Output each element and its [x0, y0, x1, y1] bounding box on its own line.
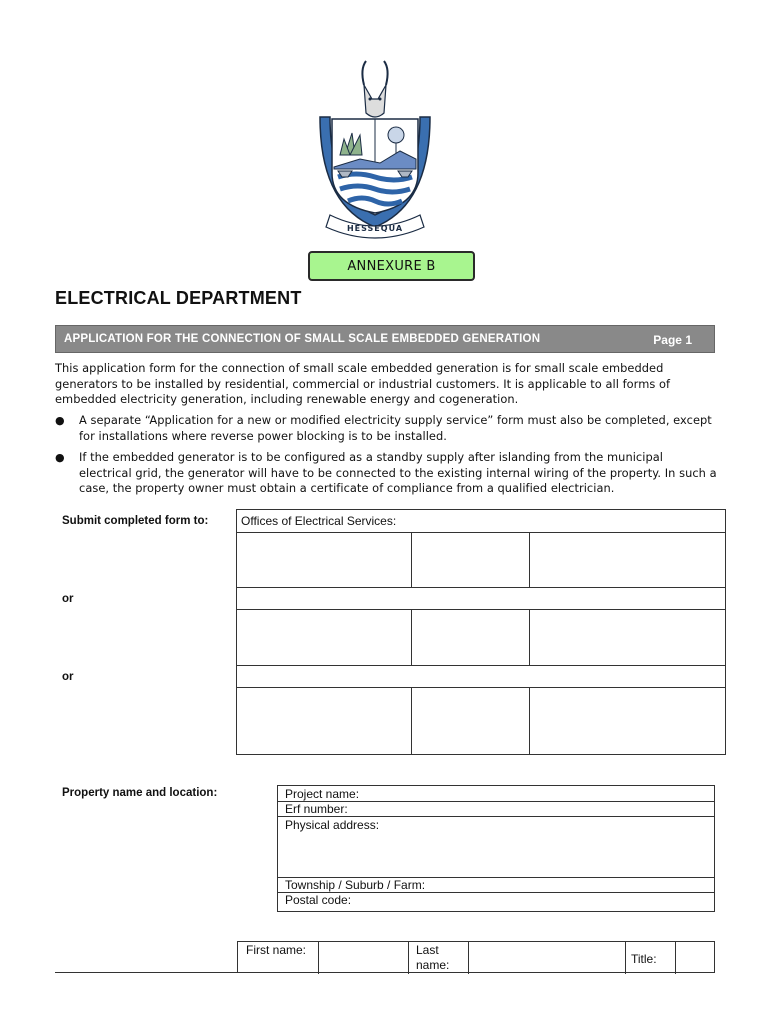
- intro-paragraph: This application form for the connection of small scale embedded generation is for small scale embedded generators to be installed by residential, commercial or industrial customers. It is applicable to all forms of embedded electricity generation, including renewable energy and cogeneration.: [55, 361, 671, 407]
- divider: [55, 972, 715, 973]
- last-name-input[interactable]: [469, 942, 624, 973]
- department-title: ELECTRICAL DEPARTMENT: [55, 288, 302, 308]
- page-number: Page 1: [653, 333, 692, 347]
- last-name-label: Last name:: [416, 943, 450, 972]
- title-label: Title:: [631, 952, 657, 966]
- postal-code-field[interactable]: Postal code:: [285, 893, 352, 907]
- office-name-field[interactable]: [237, 666, 725, 686]
- bullet-icon: ●: [55, 414, 65, 427]
- office-address-cell[interactable]: [238, 688, 410, 754]
- office-phone-cell[interactable]: [412, 533, 528, 586]
- erf-number-field[interactable]: Erf number:: [285, 802, 348, 816]
- form-title: APPLICATION FOR THE CONNECTION OF SMALL SCALE EMBEDDED GENERATION: [64, 333, 541, 345]
- physical-address-field[interactable]: Physical address:: [285, 818, 380, 832]
- office-contact-cell[interactable]: [530, 688, 724, 754]
- office-name-field[interactable]: [237, 588, 725, 608]
- bullet-item: [55, 450, 720, 500]
- office-contact-cell[interactable]: [530, 533, 724, 586]
- property-label: Property name and location:: [62, 787, 218, 799]
- title-input[interactable]: [676, 942, 714, 973]
- or-label: or: [62, 593, 74, 605]
- first-name-label: First name:: [246, 943, 307, 957]
- applicant-name-row: [237, 941, 715, 973]
- office-phone-cell[interactable]: [412, 688, 528, 754]
- bullet-text: A separate “Application for a new or modified electricity supply service” form must also be completed, except for installations where reverse power blocking is to be installed.: [79, 413, 712, 443]
- hessequa-crest-logo: [300, 55, 450, 245]
- form-header-bar: [55, 325, 715, 353]
- bullet-text: If the embedded generator is to be configured as a standby supply after islanding from the municipal electrical grid, the generator will have to be connected to the existing internal wiring of the property. In such a case, the property owner must obtain a certificate of compliance from a qualified electrician.: [79, 450, 717, 496]
- offices-label: Offices of Electrical Services:: [241, 514, 397, 528]
- first-name-input[interactable]: [319, 942, 407, 973]
- or-label: or: [62, 671, 74, 683]
- office-address-cell[interactable]: [238, 533, 410, 586]
- bullet-icon: ●: [55, 451, 65, 464]
- submit-label: Submit completed form to:: [62, 515, 209, 527]
- submit-address-table: [236, 509, 726, 755]
- property-table: [277, 785, 715, 912]
- bullet-item: [55, 413, 720, 447]
- annexure-badge: ANNEXURE B: [308, 251, 475, 281]
- township-field[interactable]: Township / Suburb / Farm:: [285, 878, 426, 892]
- office-address-cell[interactable]: [238, 610, 410, 664]
- office-phone-cell[interactable]: [412, 610, 528, 664]
- office-contact-cell[interactable]: [530, 610, 724, 664]
- crest-banner-text: HESSEQUA: [346, 224, 404, 233]
- project-name-field[interactable]: Project name:: [285, 787, 360, 801]
